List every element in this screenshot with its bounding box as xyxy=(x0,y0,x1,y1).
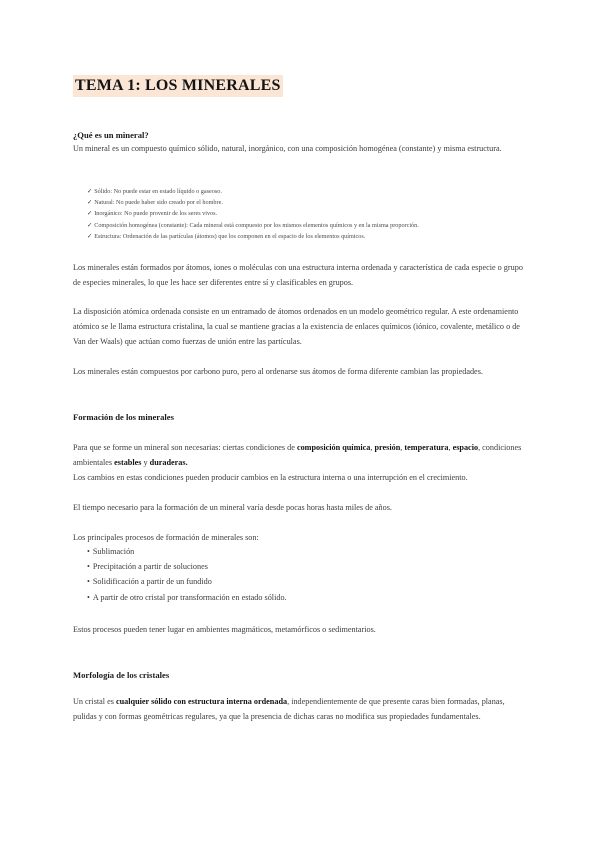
paragraph-procesos-intro: Los principales procesos de formación de minerales son: xyxy=(73,533,259,542)
checklist-item: ✓ Composición homogénea (constante): Cada mineral está compuesto por los mismos elementos químicos y en la misma proporción. xyxy=(87,221,419,229)
page-title: TEMA 1: LOS MINERALES xyxy=(73,75,283,97)
mineral-definition: Un mineral es un compuesto químico sólido, natural, inorgánico, con una composición homogénea (constante) y misma estructura. xyxy=(73,144,502,153)
list-item: • Solidificación a partir de un fundido xyxy=(87,577,212,587)
list-item: • Sublimación xyxy=(87,547,135,556)
checklist-item: ✓ Sólido: No puede estar en estado líquido o gaseoso. xyxy=(87,188,222,195)
paragraph-carbono: Los minerales están compuestos por carbono puro, pero al ordenarse sus átomos de forma diferente cambian las propiedades. xyxy=(73,367,483,376)
paragraph-cambios: Los cambios en estas condiciones pueden producir cambios en la estructura interna o una interrupción en el crecimiento. xyxy=(73,473,468,482)
check-icon: ✓ xyxy=(87,188,93,195)
paragraph-condiciones: Para que se forme un mineral son necesarias: ciertas condiciones de composición química, presión, temperatura, espacio, condiciones ambientales estables y duraderas. xyxy=(73,443,522,467)
paragraph-atomos: Los minerales están formados por átomos, iones o moléculas con una estructura interna ordenada y característica de cada especie o grupo de especies minerales, lo que les hace ser diferentes entre sí y clasificables en grupos. xyxy=(73,263,523,287)
bullet-icon: • xyxy=(87,577,90,587)
list-item: • Precipitación a partir de soluciones xyxy=(87,562,208,572)
checklist-item: ✓ Natural: No puede haber sido creado por el hombre. xyxy=(87,199,223,207)
list-item: • A partir de otro cristal por transformación en estado sólido. xyxy=(87,592,287,602)
checklist-item: ✓ Inorgánico: No puede provenir de los seres vivos. xyxy=(87,210,218,218)
heading-que-es-un-mineral: ¿Qué es un mineral? xyxy=(73,130,149,140)
check-icon: ✓ xyxy=(87,221,93,229)
check-icon: ✓ xyxy=(87,199,93,207)
bullet-icon: • xyxy=(87,562,90,572)
formation-processes-list xyxy=(87,544,287,605)
checklist-item: ✓ Estructura: Ordenación de las partículas (átomos) que los componen en el espacio de los elementos químicos. xyxy=(87,232,366,240)
check-icon: ✓ xyxy=(87,232,93,240)
heading-morfologia: Morfología de los cristales xyxy=(73,670,170,680)
mineral-properties-checklist xyxy=(87,186,419,242)
bullet-icon: • xyxy=(87,547,90,556)
paragraph-estructura-cristalina: La disposición atómica ordenada consiste en un entramado de átomos ordenados en un modelo geométrico regular. A este ordenamiento atómico se le llama estructura cristalina, la cual se mantiene gracias a la existencia de enlaces químicos (iónico, covalente, metálico o de Van der Waals) que actúan como fuerzas de unión entre las partículas. xyxy=(73,307,520,346)
bullet-icon: • xyxy=(87,592,90,602)
paragraph-ambientes: Estos procesos pueden tener lugar en ambientes magmáticos, metamórficos o sedimentarios. xyxy=(73,625,376,634)
check-icon: ✓ xyxy=(87,210,93,218)
paragraph-cristal: Un cristal es cualquier sólido con estructura interna ordenada, independientemente de que presente caras bien formadas, planas, pulidas y con formas geométricas regulares, ya que la presencia de dichas caras no modifica sus propiedades fundamentales. xyxy=(73,697,505,721)
paragraph-tiempo: El tiempo necesario para la formación de un mineral varía desde pocas horas hasta miles de años. xyxy=(73,503,392,512)
heading-formacion: Formación de los minerales xyxy=(73,412,174,422)
